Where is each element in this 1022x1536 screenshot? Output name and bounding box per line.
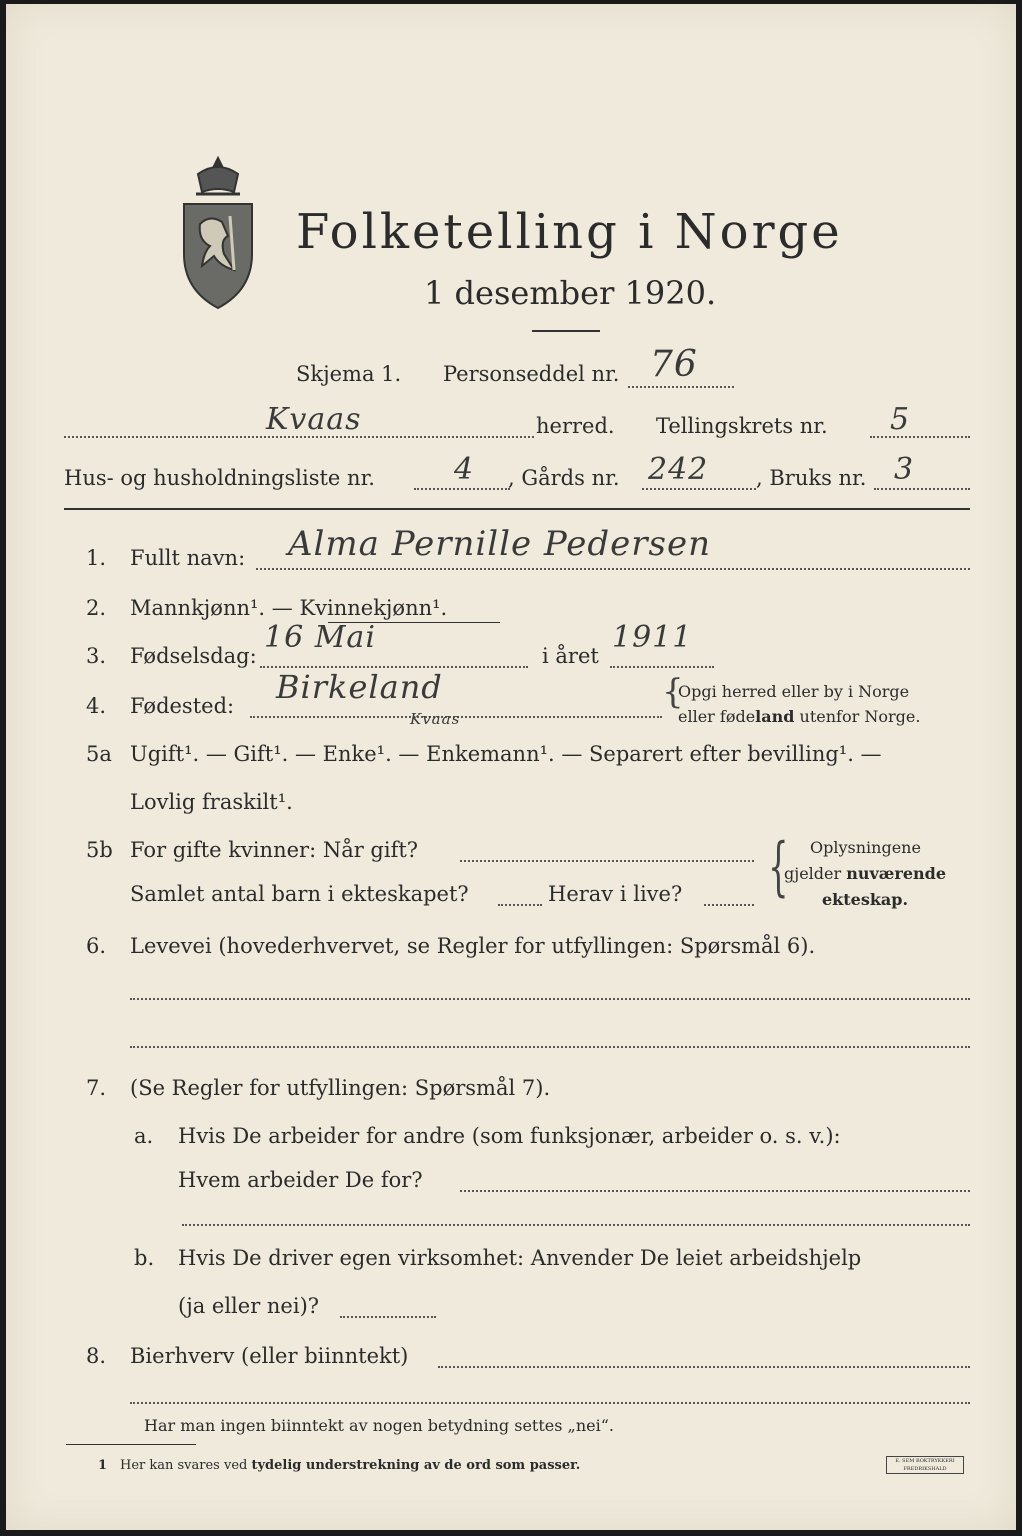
- q2-number: 2.: [86, 596, 107, 620]
- q7-number: 7.: [86, 1076, 107, 1100]
- q5b-note1: Oplysningene: [810, 838, 921, 857]
- q6-line2: [130, 1046, 970, 1048]
- q7b-sub: (ja eller nei)?: [178, 1294, 320, 1318]
- q5b-note2: gjelder nuværende: [784, 864, 947, 883]
- header-rule: [64, 508, 970, 510]
- q5b-note3: ekteskap.: [822, 890, 909, 909]
- q3-day-value: 16 Mai: [264, 620, 376, 655]
- q7a-sub: Hvem arbeider De for?: [178, 1168, 423, 1192]
- q7b-label: b.: [134, 1246, 155, 1270]
- q4-note-line2: eller fødeland utenfor Norge.: [678, 707, 921, 726]
- q4-correction-value: Kvaas: [410, 710, 461, 728]
- q2-gender-options: Mannkjønn¹. — Kvinnekjønn¹.: [130, 596, 448, 620]
- hus-label: Hus- og husholdningsliste nr.: [64, 466, 375, 490]
- q4-label: Fødested:: [130, 694, 235, 718]
- title-divider: [532, 330, 600, 332]
- gards-line: [642, 488, 756, 490]
- q7b-line: [340, 1316, 436, 1318]
- footnote-number: 1: [98, 1458, 108, 1473]
- q6-text: Levevei (hovederhvervet, se Regler for utfyllingen: Spørsmål 6).: [130, 934, 816, 958]
- q7-text: (Se Regler for utfyllingen: Spørsmål 7).: [130, 1076, 551, 1100]
- q7a-line1: [460, 1190, 970, 1192]
- q5b-alive-line: [704, 904, 754, 906]
- gards-value: 242: [648, 452, 709, 487]
- gards-label: , Gårds nr.: [508, 466, 620, 490]
- q4-note-brace: {: [662, 672, 684, 712]
- q4-birthplace-value: Birkeland: [276, 668, 443, 706]
- q5b-note-brace: {: [768, 830, 789, 904]
- skjema-label: Skjema 1.: [296, 362, 402, 386]
- census-form-sheet: [6, 4, 1016, 1530]
- q8-text: Bierhverv (eller biinntekt): [130, 1344, 409, 1368]
- tellingskrets-line: [870, 436, 970, 438]
- footnote-rule: [66, 1444, 196, 1445]
- tellingskrets-value: 5: [890, 402, 911, 437]
- norway-coat-of-arms-icon: [172, 154, 264, 312]
- q7a-line2: [182, 1224, 970, 1226]
- hus-value: 4: [454, 452, 475, 487]
- q1-line: [256, 568, 970, 570]
- q5b-children-label: Samlet antal barn i ekteskapet?: [130, 882, 469, 906]
- q8-number: 8.: [86, 1344, 107, 1368]
- q8-line2: [130, 1402, 970, 1404]
- q5b-number: 5b: [86, 838, 113, 862]
- q3-year-line: [610, 666, 714, 668]
- q5b-married-line: [460, 860, 754, 862]
- personseddel-label: Personseddel nr.: [443, 362, 620, 386]
- q5a-number: 5a: [86, 742, 112, 766]
- q5a-line1: Ugift¹. — Gift¹. — Enke¹. — Enkemann¹. — Separert efter bevilling¹. —: [130, 742, 882, 766]
- q1-fullname-value: Alma Pernille Pedersen: [288, 524, 711, 564]
- q7b-text: Hvis De driver egen virksomhet: Anvender De leiet arbeidshjelp: [178, 1246, 862, 1270]
- q8-line1: [438, 1366, 970, 1368]
- q3-label: Fødselsdag:: [130, 644, 257, 668]
- footer-note: Har man ingen biinntekt av nogen betydning settes „nei“.: [144, 1416, 614, 1435]
- q6-number: 6.: [86, 934, 107, 958]
- printer-stamp: E. SEM BOKTRYKKERI FREDRIKSHALD: [886, 1456, 964, 1474]
- hus-line: [414, 488, 510, 490]
- bruks-value: 3: [894, 452, 915, 487]
- q5b-line1: For gifte kvinner: Når gift?: [130, 838, 419, 862]
- q5b-children-line: [498, 904, 542, 906]
- footnote-text: Her kan svares ved tydelig understrekning av de ord som passer.: [120, 1458, 581, 1473]
- q3-year-value: 1911: [612, 620, 693, 655]
- herred-label: herred.: [536, 414, 615, 438]
- census-date: 1 desember 1920.: [424, 274, 717, 312]
- q7a-label: a.: [134, 1124, 154, 1148]
- personseddel-line: [628, 386, 734, 388]
- q5a-line2: Lovlig fraskilt¹.: [130, 790, 293, 814]
- form-title: Folketelling i Norge: [296, 204, 843, 260]
- q4-note-line1: Opgi herred eller by i Norge: [678, 682, 910, 701]
- q5b-alive-label: Herav i live?: [548, 882, 683, 906]
- bruks-line: [874, 488, 970, 490]
- bruks-label: , Bruks nr.: [756, 466, 867, 490]
- tellingskrets-label: Tellingskrets nr.: [656, 414, 828, 438]
- q4-number: 4.: [86, 694, 107, 718]
- q7a-text: Hvis De arbeider for andre (som funksjonær, arbeider o. s. v.):: [178, 1124, 841, 1148]
- q6-line1: [130, 998, 970, 1000]
- herred-value: Kvaas: [266, 402, 362, 437]
- q1-number: 1.: [86, 546, 107, 570]
- personseddel-value: 76: [650, 344, 698, 385]
- q3-year-label: i året: [542, 644, 599, 668]
- q1-label: Fullt navn:: [130, 546, 246, 570]
- q3-number: 3.: [86, 644, 107, 668]
